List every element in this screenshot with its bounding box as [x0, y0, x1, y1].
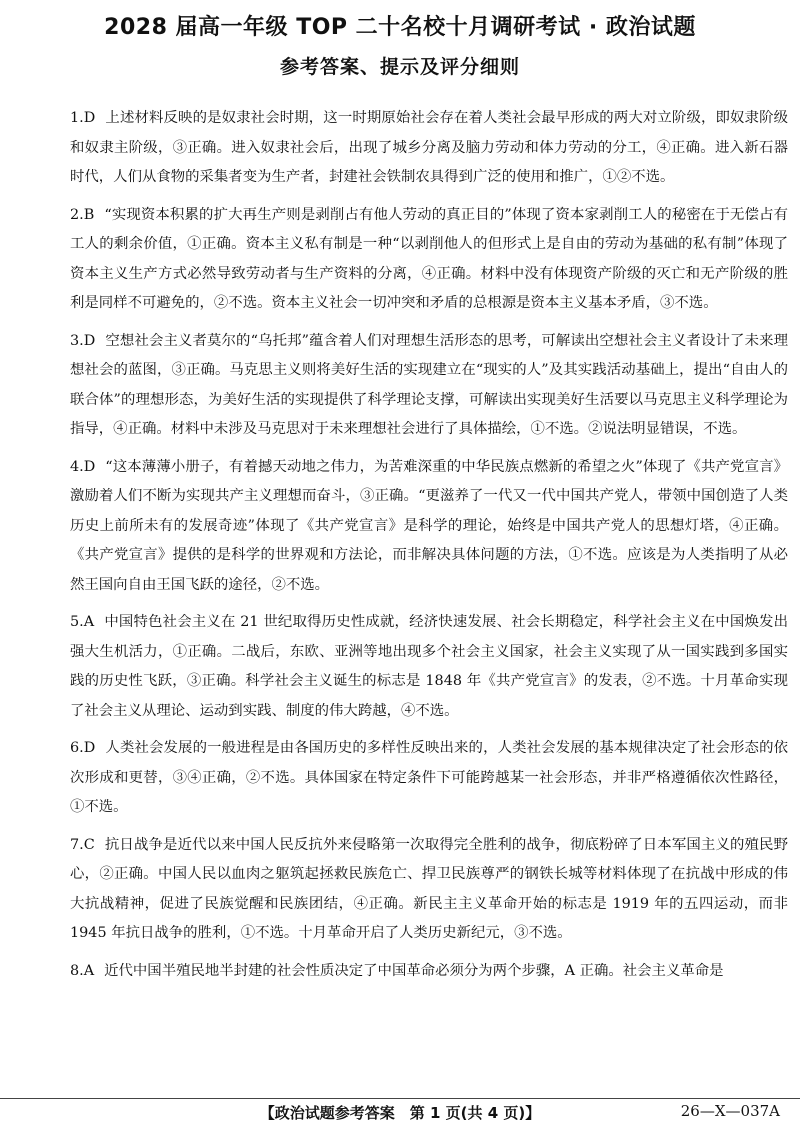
answer-explanation: 近代中国半殖民地半封建的社会性质决定了中国革命必须分为两个步骤，A 正确。社会主义革命是 — [104, 962, 724, 979]
answer-item-1 — [70, 104, 788, 193]
answer-item-8 — [70, 957, 788, 987]
answer-item-5 — [70, 608, 788, 726]
answer-number: 3.D — [70, 332, 96, 349]
answer-list — [70, 104, 788, 994]
answer-explanation: 中国特色社会主义在 21 世纪取得历史性成就，经济快速发展、社会长期稳定，科学社会主义在中国焕发出强大生机活力，①正确。二战后，东欧、亚洲等地出现多个社会主义国家，社会主义实现了从一国实践到多国实践的历史性飞跃，③正确。科学社会主义诞生的标志是 1848 年《共产党宣言》的发表，②不选。十月革命实现了社会主义从理论、运动到实践、制度的伟大跨越，④不选。 — [70, 614, 788, 719]
answer-explanation: “实现资本积累的扩大再生产则是剥削占有他人劳动的真正目的”体现了资本家剥削工人的秘密在于无偿占有工人的剩余价值，①正确。资本主义私有制是一种“以剥削他人的但形式上是自由的劳动为基础的私有制”体现了资本主义生产方式必然导致劳动者与生产资料的分离，④正确。材料中没有体现资产阶级的灭亡和无产阶级的胜利是同样不可避免的，②不选。资本主义社会一切冲突和矛盾的总根源是资本主义基本矛盾，③不选。 — [70, 206, 788, 311]
answer-item-7 — [70, 831, 788, 949]
answer-number: 2.B — [70, 206, 95, 223]
answer-number: 5.A — [70, 614, 95, 630]
footer-paper-code: 26—X—037A — [680, 1102, 780, 1120]
answer-number: 8.A — [70, 962, 95, 979]
answer-item-6 — [70, 734, 788, 823]
answer-item-2 — [70, 201, 788, 319]
answer-number: 4.D — [70, 458, 96, 475]
answer-item-4 — [70, 453, 788, 601]
answer-explanation: 人类社会发展的一般进程是由各国历史的多样性反映出来的，人类社会发展的基本规律决定了社会形态的依次形成和更替，③④正确，②不选。具体国家在特定条件下可能跨越某一社会形态，并非严格遵循依次性路径，①不选。 — [70, 740, 788, 815]
page-footer — [0, 1098, 800, 1126]
answer-item-3 — [70, 327, 788, 445]
answer-explanation: “这本薄薄小册子，有着撼天动地之伟力，为苦难深重的中华民族点燃新的希望之火”体现了《共产党宣言》激励着人们不断为实现共产主义理想而奋斗，③正确。“更滋养了一代又一代中国共产党人，带领中国创造了人类历史上前所未有的发展奇迹”体现了《共产党宣言》是科学的理论，始终是中国共产党人的思想灯塔，④正确。《共产党宣言》提供的是科学的世界观和方法论，而非解决具体问题的方法，①不选。应该是为人类指明了从必然王国向自由王国飞跃的途径，②不选。 — [70, 458, 788, 593]
answer-number: 1.D — [70, 110, 96, 126]
footer-page-info: 【政治试题参考答案 第 1 页(共 4 页)】 — [259, 1104, 541, 1122]
answer-number: 7.C — [70, 836, 95, 853]
page-title: 2028 届高一年级 TOP 二十名校十月调研考试 · 政治试题 — [104, 15, 696, 40]
answer-explanation: 抗日战争是近代以来中国人民反抗外来侵略第一次取得完全胜利的战争，彻底粉碎了日本军国主义的殖民野心，②正确。中国人民以血肉之躯筑起拯救民族危亡、捍卫民族尊严的钢铁长城等材料体现了在抗战中形成的伟大抗战精神，促进了民族觉醒和民族团结，④正确。新民主主义革命开始的标志是 1919 年的五四运动，而非 1945 年抗日战争的胜利，①不选。十月革命开启了人类历史新纪元，③不选。 — [70, 836, 788, 941]
answer-number: 6.D — [70, 740, 96, 756]
answer-explanation: 空想社会主义者莫尔的“乌托邦”蕴含着人们对理想生活形态的思考，可解读出空想社会主义者设计了未来理想社会的蓝图，③正确。马克思主义则将美好生活的实现建立在“现实的人”及其实践活动基础上，提出“自由人的联合体”的理想形态，为美好生活的实现提供了科学理论支撑，可解读出实现美好生活要以马克思主义科学理论为指导，④正确。材料中未涉及马克思对于未来理想社会进行了具体描绘，①不选。②说法明显错误，不选。 — [70, 332, 788, 437]
page-subtitle: 参考答案、提示及评分细则 — [279, 56, 520, 78]
answer-explanation: 上述材料反映的是奴隶社会时期，这一时期原始社会存在着人类社会最早形成的两大对立阶级，即奴隶阶级和奴隶主阶级，③正确。进入奴隶社会后，出现了城乡分离及脑力劳动和体力劳动的分工，④正确。进入新石器时代，人们从食物的采集者变为生产者，封建社会铁制农具得到广泛的使用和推广，①②不选。 — [70, 110, 788, 185]
